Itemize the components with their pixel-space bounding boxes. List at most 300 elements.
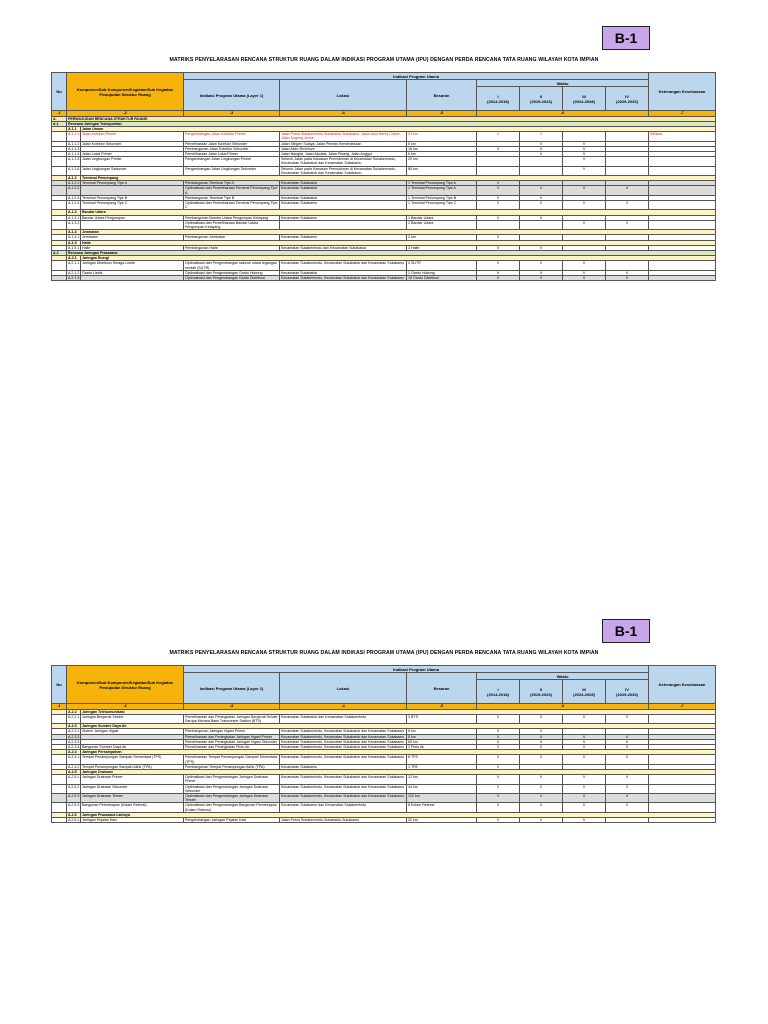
- header-indikasi: Indikasi Program Utama: [184, 666, 649, 673]
- row-number: A.2.1.1: [67, 261, 81, 270]
- row-location: Kecamatan Sukakemindu, Kecamatan Sukabatok dan Kecamatan Sukakamu: [280, 775, 407, 784]
- row-program: Pembangunan Tempat Penampungan Akhir (TPA): [184, 764, 280, 769]
- table-row: [52, 784, 716, 793]
- row-period-2-mark: V: [520, 729, 563, 734]
- row-amount: 20 km: [407, 817, 477, 822]
- row-period-1-mark: V: [477, 764, 520, 769]
- row-number: A.1.3.1: [68, 215, 80, 220]
- table-row: [52, 166, 716, 175]
- table-body-page-1: [52, 116, 716, 281]
- row-keterangan: [649, 714, 716, 723]
- row-program: Pemeliharaan dan Peningkatan Jaringan Bergerak Seluler Sarupa Menara Base Transceiver Station (BTS): [185, 714, 278, 723]
- row-number: A.1.2.3: [68, 195, 80, 200]
- row-number: A.2.3.1: [68, 729, 80, 734]
- row-amount: 1 Terminal Penumpang Tipe A: [407, 186, 477, 195]
- table-row: [52, 714, 716, 723]
- table-row: [52, 775, 716, 784]
- row-program: Optimalisasi dan Pemeliharaan Terminal Penumpang Tipe C: [184, 200, 280, 209]
- row-period-4-mark: V: [606, 186, 649, 195]
- row-component: Terminal Penumpang Tipe B: [81, 195, 184, 200]
- row-period-3-mark: V: [563, 151, 606, 156]
- indent-cell: [52, 186, 67, 195]
- row-period-3-mark: V: [563, 261, 606, 270]
- row-period-2-mark: V: [520, 132, 563, 141]
- row-component: Tempat Penampungan Sampah Sementara (TPS): [81, 755, 184, 764]
- row-component: Terminal Penumpang Tipe C: [81, 200, 184, 209]
- row-program: Pemeliharaan dan Peningkatan Jaringan Irigasi Sekunder: [184, 739, 280, 744]
- col-number: -5: [407, 704, 477, 710]
- table-row: [52, 157, 716, 166]
- row-location: Kecamatan Sukakemindu, Kecamatan Sukabatok dan Kecamatan Sukakamu: [280, 784, 407, 793]
- row-component: Jalan Umum: [81, 126, 716, 131]
- row-period-3-mark: V: [563, 166, 606, 175]
- row-period-4-mark: V: [606, 755, 649, 764]
- indent-cell: [52, 714, 67, 723]
- row-program: Pembangunan Bandar Udara Pengumpan Kelayang: [184, 215, 280, 220]
- row-location: Jalan Akim-Revelove: [280, 146, 407, 151]
- row-location: Kecamatan Sukakamu: [280, 764, 407, 769]
- header-lokasi: Lokasi: [280, 673, 407, 704]
- row-period-2-mark: V: [520, 146, 563, 151]
- row-number: A.2.2.1: [67, 714, 81, 723]
- row-program: Pembangunan Jalan Kolektor Sekunder: [184, 146, 280, 151]
- indent-cell: [52, 817, 67, 822]
- row-period-1-mark: V: [477, 784, 520, 793]
- table-row: [52, 220, 716, 229]
- row-location: Kecamatan Sukabatok: [280, 181, 407, 186]
- row-number: A.1.1: [67, 126, 81, 131]
- row-component: [81, 276, 184, 281]
- row-amount: 44 km: [407, 784, 477, 793]
- row-amount: 3 SUTR: [407, 261, 477, 270]
- row-period-1-mark: V: [477, 803, 520, 812]
- col-number: -4: [280, 111, 407, 117]
- row-program: Pembangunan Terminal Tipe B: [184, 195, 280, 200]
- row-location: Kecamatan Sukakemindu, Kecamatan Sukabatok dan Kecamatan Sukakamu: [280, 755, 407, 764]
- col-number: -1: [52, 111, 67, 117]
- row-program: Pemeliharaan dan Peningkatan Pintu Air: [184, 744, 280, 749]
- col-number: -6: [477, 704, 649, 710]
- row-number: A.2.6: [67, 812, 81, 817]
- row-period-2-mark: V: [520, 755, 563, 764]
- row-period-3-mark: V: [563, 200, 606, 209]
- row-period-3-mark: V: [563, 141, 606, 146]
- row-period-4-mark: V: [606, 784, 649, 793]
- row-program: Pemeliharaan Jalan Lokal Primer: [184, 151, 280, 156]
- row-amount: 23 km: [407, 132, 477, 141]
- row-period-1-mark: V: [477, 734, 520, 739]
- table-row: [52, 132, 716, 141]
- row-period-3-mark: V: [563, 714, 606, 723]
- row-period-2-mark: V: [520, 775, 563, 784]
- row-location: Kecamatan Sukakamu: [280, 200, 407, 209]
- indent-cell: [52, 784, 67, 793]
- row-program: Optimalisasi dan Pemeliharaan Terminal Penumpang Tipe A: [184, 186, 280, 195]
- row-period-1-mark: V: [477, 195, 520, 200]
- header-program: Indikasi Program Utama (Layer 1): [184, 673, 280, 704]
- row-period-1-mark: V: [477, 276, 520, 281]
- indent-cell: [52, 803, 67, 812]
- row-location: Kecamatan Sukabatok: [280, 195, 407, 200]
- row-component: Jaringan Drainase Tersier: [81, 793, 184, 802]
- table-row: [52, 261, 716, 270]
- row-number: A.1.4.1: [68, 235, 80, 240]
- row-number: A.2.5.3: [67, 793, 81, 802]
- col-number: -2: [67, 111, 184, 117]
- row-program: Pengembangan Jalan Lingkungan Primer: [184, 157, 280, 166]
- row-number: A.2.2: [67, 709, 81, 714]
- row-period-4-mark: V: [606, 714, 649, 723]
- header-period-1: I (2014-2018): [477, 87, 520, 111]
- header-keterangan: Keterangan Keselarasan: [649, 666, 716, 704]
- col-number: -2: [67, 704, 184, 710]
- indent-cell: [52, 132, 67, 141]
- row-period-1-mark: V: [477, 146, 520, 151]
- row-period-2-mark: [520, 157, 563, 166]
- row-period-3-mark: V: [563, 270, 606, 275]
- row-period-2-mark: V: [520, 261, 563, 270]
- row-component: Terminal Penumpang Tipe A: [81, 181, 184, 186]
- page-badge: B-1: [602, 619, 650, 643]
- row-period-2-mark: V: [520, 151, 563, 156]
- header-program: Indikasi Program Utama (Layer 1): [184, 80, 280, 111]
- row-program: Optimalisasi dan Pengembangan Jaringan Drainase Tersier: [184, 793, 280, 802]
- col-number: -4: [280, 704, 407, 710]
- row-period-1-mark: V: [477, 235, 520, 240]
- page-badge: B-1: [602, 26, 650, 50]
- row-number: A.1.1.5: [67, 157, 81, 166]
- row-period-1-mark: V: [477, 186, 520, 195]
- row-location: Kecamatan Sukakamu: [280, 215, 407, 220]
- row-amount: 3 BTS: [407, 714, 477, 723]
- row-number: A.2.6.1: [68, 817, 80, 822]
- row-program: Pembangunan Halte: [184, 245, 280, 250]
- row-component: Rencana Jaringan Prasarana: [67, 250, 716, 255]
- row-period-3-mark: V: [563, 744, 606, 749]
- row-component: Halte: [81, 240, 716, 245]
- row-amount: 2 km: [407, 235, 477, 240]
- row-component: Halte: [81, 245, 184, 250]
- row-number: A.2.1.3: [68, 276, 80, 280]
- row-component: Sistem Jaringan Irigasi: [81, 729, 184, 734]
- row-period-4-mark: V: [606, 276, 649, 281]
- row-period-4-mark: V: [606, 803, 649, 812]
- row-amount: 1 Terminal Penumpang Tipe B: [407, 195, 477, 200]
- header-period-4: IV (2029-2033): [606, 87, 649, 111]
- row-number: A.2.4.2: [68, 764, 80, 769]
- row-component: Jaringan Pejalan Kaki: [81, 817, 184, 822]
- row-amount: 8 km: [407, 729, 477, 734]
- row-period-1-mark: V: [477, 261, 520, 270]
- row-component: Tempat Penampungan Sampah Akhir (TPA): [81, 764, 184, 769]
- indent-cell: [52, 793, 67, 802]
- row-program: Optimalisasi dan Pemeliharaan Bandar Udara Pengumpan Kelayang: [184, 220, 280, 229]
- row-program: Pengembangan Jalan Lingkungan Sekunder: [184, 166, 280, 175]
- row-period-2-mark: V: [520, 186, 563, 195]
- header-period-3: III (2024-2028): [563, 680, 606, 704]
- row-period-2-mark: V: [520, 817, 563, 822]
- header-period-4: IV (2029-2033): [606, 680, 649, 704]
- col-number: -6: [477, 111, 649, 117]
- row-location: Jalan Poros Sukakemindu-Sukabatok-Sukakamu, Jalan Arus Kerey Coicer, Jalan Sugeng Jenne: [280, 132, 407, 141]
- row-number: A.1.1.2: [68, 141, 80, 146]
- row-period-4-mark: V: [606, 200, 649, 209]
- row-number: A.1.1.4: [68, 151, 80, 156]
- row-period-1-mark: V: [477, 775, 520, 784]
- row-component: Jalan Lingkungan Sekunder: [81, 166, 184, 175]
- row-period-3-mark: V: [563, 220, 606, 229]
- row-number: A.: [52, 116, 67, 121]
- row-amount: 1 Gardu Hubung: [407, 270, 477, 275]
- row-component: Jalan Kolektor Primer: [81, 132, 184, 141]
- indent-cell: [52, 755, 67, 764]
- row-number: A.1.2: [67, 175, 81, 180]
- header-besaran: Besaran: [407, 80, 477, 111]
- row-period-1-mark: [477, 166, 520, 175]
- row-number: A.1.3.2: [67, 220, 81, 229]
- row-number: A.2.3: [67, 724, 81, 729]
- row-number: A.1.2.2: [67, 186, 81, 195]
- row-amount: 122 km: [407, 793, 477, 802]
- row-component: Jaringan Sumber Daya Air: [81, 724, 716, 729]
- row-keterangan: [649, 261, 716, 270]
- indent-cell: [52, 220, 67, 229]
- row-period-2-mark: V: [520, 714, 563, 723]
- indent-cell: [52, 775, 67, 784]
- row-period-1-mark: V: [477, 744, 520, 749]
- document-title: MATRIKS PENYELARASAN RENCANA STRUKTUR RUANG DALAM INDIKASI PROGRAM UTAMA (IPU) DENGAN PERDA RENCANA TATA RUANG WILAYAH KOTA IMPIAN: [169, 57, 599, 63]
- row-program: Optimalisasi dan Pengembangan Jaringan Drainase Sekunder: [184, 784, 280, 793]
- table-row: [52, 755, 716, 764]
- row-location: [280, 220, 407, 229]
- row-period-2-mark: V: [520, 276, 563, 281]
- row-period-3-mark: V: [563, 186, 606, 195]
- row-component: Gardu Listrik: [81, 270, 184, 275]
- header-period-3: III (2024-2028): [563, 87, 606, 111]
- row-period-2-mark: V: [520, 744, 563, 749]
- row-program: Pemeliharaan dan Peningkatan Jaringan Irigasi Primer: [184, 734, 280, 739]
- row-period-1-mark: V: [477, 200, 520, 209]
- row-period-3-mark: V: [563, 146, 606, 151]
- row-period-4-mark: [606, 261, 649, 270]
- row-period-2-mark: V: [520, 803, 563, 812]
- row-number: A.1.3: [67, 210, 81, 215]
- row-period-3-mark: V: [563, 817, 606, 822]
- row-program: Pengembangan Jaringan Pejalan Kaki: [184, 817, 280, 822]
- row-keterangan: [649, 775, 716, 784]
- row-component: [81, 220, 184, 229]
- row-component: Jaringan Telekomunikasi: [81, 709, 716, 714]
- table-row: [52, 276, 716, 281]
- document-title: MATRIKS PENYELARASAN RENCANA STRUKTUR RUANG DALAM INDIKASI PROGRAM UTAMA (IPU) DENGAN PERDA RENCANA TATA RUANG WILAYAH KOTA IMPIAN: [169, 650, 599, 656]
- row-location: Kecamatan Sukakamu dan Kecamatan Sukakemindu: [280, 803, 407, 812]
- col-number: -1: [52, 704, 67, 710]
- row-component: Jaringan Prasarana Lainnya: [81, 812, 716, 817]
- row-period-4-mark: V: [606, 793, 649, 802]
- row-keterangan: [649, 803, 716, 812]
- row-keterangan: [649, 784, 716, 793]
- row-keterangan: [649, 793, 716, 802]
- row-period-1-mark: V: [477, 270, 520, 275]
- row-component: Jembatan: [81, 235, 184, 240]
- row-period-1-mark: [477, 220, 520, 229]
- row-period-3-mark: V: [563, 739, 606, 744]
- row-number: A.1.1.1: [67, 132, 81, 141]
- row-program: Pemeliharaan Tempat Penampungan Sampah Sementara (TPS): [184, 755, 280, 764]
- row-amount: 1 Bandar Udara: [407, 215, 477, 220]
- row-keterangan: [649, 157, 716, 166]
- header-period-1: I (2014-2018): [477, 680, 520, 704]
- row-period-2-mark: [520, 166, 563, 175]
- row-location: Kecamatan Sukabatok: [280, 186, 407, 195]
- header-komponen: Komponen/Sub Komponen/Kegiatan/Sub Kegiatan Pewujudan Struktur Ruang: [67, 666, 184, 704]
- row-location: Jalan Poros Sukakemindu-Sukabatok-Sukakamu: [280, 817, 407, 822]
- row-period-3-mark: V: [563, 775, 606, 784]
- row-period-4-mark: V: [606, 739, 649, 744]
- row-keterangan: [649, 276, 716, 281]
- row-number: A.2.5.1: [67, 775, 81, 784]
- row-amount: 18 Gardu Distribusi: [407, 276, 477, 281]
- row-number: A.2.1: [67, 256, 81, 261]
- row-location: Kecamatan Sukakemindu dan Kecamatan Sukabatok: [280, 245, 407, 250]
- row-period-3-mark: V: [563, 784, 606, 793]
- row-number: A.2.3.4: [68, 744, 80, 749]
- row-keterangan: Selaras: [649, 132, 716, 141]
- col-number: -3: [184, 704, 280, 710]
- row-period-2-mark: V: [520, 141, 563, 146]
- row-period-4-mark: V: [606, 270, 649, 275]
- row-number: A.1.5.1: [68, 245, 80, 250]
- header-period-2: II (2019-2023): [520, 680, 563, 704]
- row-number: A.2.3.2: [68, 734, 80, 739]
- row-period-1-mark: V: [477, 132, 520, 141]
- row-program: Pembangunan Terminal Tipe A: [184, 181, 280, 186]
- row-keterangan: [649, 817, 716, 822]
- row-period-2-mark: V: [520, 739, 563, 744]
- row-location: Kecamatan Sukakemindu, Kecamatan Sukabatok dan Kecamatan Sukakamu: [280, 734, 407, 739]
- row-component: Bandar Udara: [81, 210, 716, 215]
- row-period-1-mark: V: [477, 215, 520, 220]
- row-keterangan: [649, 220, 716, 229]
- row-amount: 3 Halte: [407, 245, 477, 250]
- row-period-2-mark: V: [520, 734, 563, 739]
- row-location: Jalan Nangka, Jalan Alpukat, Jalan Pisang, Jalan Anggur: [280, 151, 407, 156]
- row-number: A.2.4.1: [67, 755, 81, 764]
- row-period-2-mark: V: [520, 793, 563, 802]
- row-amount: 6 km: [407, 151, 477, 156]
- col-number: -3: [184, 111, 280, 117]
- row-period-4-mark: V: [606, 220, 649, 229]
- row-program: Pemeliharaan Jalan Kolektor Sekunder: [184, 141, 280, 146]
- row-program: Optimalisasi dan Pengembangan Bangunan Pemresapan (Kolam Retensi): [184, 803, 280, 812]
- row-number: A.1.1.3: [68, 146, 80, 151]
- row-period-1-mark: [477, 157, 520, 166]
- row-location: Seluruh Jalan pada Kawasan Permukiman di Kecamatan Sukakemindu, Kecamatan Sukabatok dan Kecamatan Sukakamu: [280, 166, 407, 175]
- row-component: PERWUJUDAN RENCANA STRUKTUR RUANG: [67, 116, 716, 121]
- row-amount: 8 Kolam Retensi: [407, 803, 477, 812]
- row-location: Kecamatan Sukakemindu, Kecamatan Sukabatok dan Kecamatan Sukakamu: [280, 739, 407, 744]
- row-number: A.1.5: [67, 240, 81, 245]
- row-program: Pembangunan Jembatan: [184, 235, 280, 240]
- row-number: A.1.1.6: [67, 166, 81, 175]
- document-page-2: [0, 512, 768, 1024]
- row-component: Jalan Lingkungan Primer: [81, 157, 184, 166]
- header-waktu: Waktu: [477, 673, 649, 680]
- row-period-2-mark: V: [520, 270, 563, 275]
- row-program: Optimalisasi dan Pengembangan saluran udara tegangan rendah (SUTR): [184, 261, 280, 270]
- row-program: Optimalisasi dan Pengembangan Gardu Hubung: [184, 270, 280, 275]
- row-program: Pembangunan Jaringan Irigasi Primer: [184, 729, 280, 734]
- row-period-2-mark: V: [520, 245, 563, 250]
- row-period-1-mark: V: [477, 793, 520, 802]
- row-number: A.2: [52, 250, 67, 255]
- header-keterangan: Keterangan Keselarasan: [649, 73, 716, 111]
- table-body-page-2: [52, 709, 716, 823]
- row-component: Jaringan Distribusi Tenaga Listrik: [81, 261, 184, 270]
- row-period-4-mark: [606, 157, 649, 166]
- row-period-4-mark: [606, 166, 649, 175]
- row-number: A.1.2.4: [67, 200, 81, 209]
- row-location: Kecamatan Sukakamu: [280, 235, 407, 240]
- row-component: Rencana Jaringan Transportasi: [67, 121, 716, 126]
- row-period-1-mark: V: [477, 817, 520, 822]
- header-period-2: II (2019-2023): [520, 87, 563, 111]
- indent-cell: [52, 166, 67, 175]
- row-component: Jaringan Bergerak Seluler: [81, 714, 184, 723]
- row-amount: 85 km: [407, 166, 477, 175]
- indent-cell: [52, 157, 67, 166]
- row-period-3-mark: V: [563, 793, 606, 802]
- row-component: Bangunan Pemresapan (Kolam Retensi): [81, 803, 184, 812]
- row-period-2-mark: V: [520, 200, 563, 209]
- row-component: Jalan Kolektor Sekunder: [81, 141, 184, 146]
- row-component: Bandar Udara Pengumpan: [81, 215, 184, 220]
- row-location: Kecamatan Sukakemindu, Kecamatan Sukabatok dan Kecamatan Sukakamu: [280, 729, 407, 734]
- indent-cell: [52, 261, 67, 270]
- row-component: Jaringan Drainase Primer: [81, 775, 184, 784]
- row-component: Terminal Penumpang: [81, 175, 716, 180]
- col-number: -5: [407, 111, 477, 117]
- row-location: Kecamatan Sukakemindu, Kecamatan Sukabatok dan Kecamatan Sukakamu: [280, 793, 407, 802]
- row-component: Jembatan: [81, 230, 716, 235]
- row-program: Optimalisasi dan Pengembangan Jaringan Drainase Primer: [184, 775, 280, 784]
- row-number: A.1: [52, 121, 67, 126]
- row-amount: 8 TPS: [407, 755, 477, 764]
- col-number: -7: [649, 704, 716, 710]
- table-row: [52, 803, 716, 812]
- row-component: [81, 186, 184, 195]
- row-period-1-mark: V: [477, 729, 520, 734]
- row-period-3-mark: V: [563, 755, 606, 764]
- row-keterangan: [649, 166, 716, 175]
- row-period-2-mark: V: [520, 215, 563, 220]
- row-number: A.2.3.3: [68, 739, 80, 744]
- row-program: Pengembangan Jalan Kolektor Primer: [184, 132, 280, 141]
- row-number: A.2.5.4: [67, 803, 81, 812]
- row-period-4-mark: [606, 817, 649, 822]
- matrix-table: [51, 665, 716, 823]
- row-period-4-mark: V: [606, 734, 649, 739]
- row-period-3-mark: V: [563, 157, 606, 166]
- row-amount: 18 km: [407, 146, 477, 151]
- row-component: Jalan Lokal Primer: [81, 151, 184, 156]
- row-number: A.1.4: [67, 230, 81, 235]
- row-component: Jaringan Energi: [81, 256, 716, 261]
- row-period-4-mark: V: [606, 744, 649, 749]
- header-no: No: [52, 666, 67, 704]
- table-row: [52, 793, 716, 802]
- row-amount: 1 Terminal Penumpang Tipe C: [407, 200, 477, 209]
